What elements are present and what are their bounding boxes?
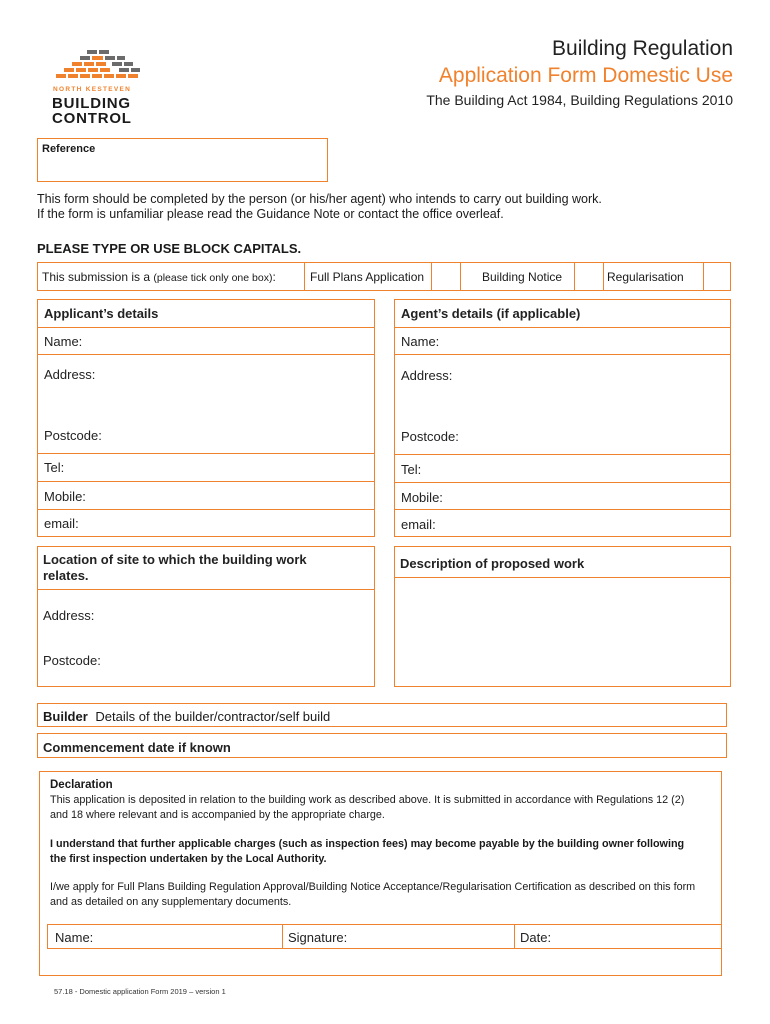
site-location-heading-line-1: Location of site to which the building work [43,552,307,567]
declaration-p3-line-1: I/we apply for Full Plans Building Regulation Approval/Building Notice Acceptance/Regularisation Certification as described on this form [50,881,696,893]
agent-details-heading: Agent’s details (if applicable) [401,306,581,321]
declaration-panel [39,771,722,976]
reference-box[interactable] [37,138,328,182]
site-address-field[interactable]: Address: [43,608,95,623]
agent-name-field[interactable]: Name: [401,334,440,349]
declaration-name-field[interactable]: Name: [55,930,94,945]
description-panel [394,546,731,687]
intro-line-2: If the form is unfamiliar please read the Guidance Note or contact the office overleaf. [37,207,504,221]
footer-version: 57.18 - Domestic application Form 2019 – version 1 [54,987,226,996]
logo-building-text: BUILDING [52,95,131,112]
brick-roof-graphic [50,46,145,86]
agent-tel-field[interactable]: Tel: [401,462,422,477]
declaration-p2-line-2: the first inspection undertaken by the Local Authority. [50,853,327,865]
submission-colon: : [272,270,276,284]
declaration-date-field[interactable]: Date: [520,930,552,945]
applicant-email-field[interactable]: email: [44,516,79,531]
applicant-postcode-field[interactable]: Postcode: [44,428,102,443]
logo-control-text: CONTROL [52,110,132,127]
agent-mobile-field[interactable]: Mobile: [401,490,443,505]
agent-address-field[interactable]: Address: [401,368,453,383]
site-postcode-field[interactable]: Postcode: [43,653,101,668]
builder-label [43,709,330,724]
agent-postcode-field[interactable]: Postcode: [401,429,459,444]
legislation-text: The Building Act 1984, Building Regulations 2010 [426,92,733,108]
site-location-panel [37,546,375,687]
intro-line-1: This form should be completed by the person (or his/her agent) who intends to carry out building work. [37,192,602,206]
applicant-address-field[interactable]: Address: [44,367,96,382]
option-regularisation-label: Regularisation [607,270,684,284]
declaration-heading: Declaration [50,779,113,791]
submission-type-row [37,262,731,291]
form-title: Building Regulation [552,37,733,60]
submission-lead-text: This submission is a [42,270,151,284]
builder-description: Details of the builder/contractor/self build [95,709,331,724]
description-field[interactable] [395,578,730,686]
declaration-p1-line-1: This application is deposited in relation to the building work as described above. It is submitted in accordance with Regulations 12 (2) [50,794,685,806]
applicant-tel-field[interactable]: Tel: [44,460,65,475]
applicant-name-field[interactable]: Name: [44,334,83,349]
builder-heading: Builder [43,709,88,724]
description-heading: Description of proposed work [400,556,585,571]
submission-lead [42,270,276,284]
site-location-heading-line-2: relates. [43,568,89,583]
submission-hint: (please tick only one box) [153,272,273,284]
logo [50,46,145,128]
declaration-signature-field[interactable]: Signature: [288,930,348,945]
full-plans-checkbox[interactable] [431,262,461,291]
agent-details-panel [394,299,731,537]
applicant-details-heading: Applicant’s details [44,306,159,321]
building-notice-checkbox[interactable] [574,262,604,291]
declaration-p1-line-2: and 18 where relevant and is accompanied by the appropriate charge. [50,809,385,821]
builder-row[interactable] [37,703,727,727]
commencement-date-label: Commencement date if known [43,740,231,755]
applicant-mobile-field[interactable]: Mobile: [44,489,86,504]
reference-label: Reference [42,143,96,155]
block-capitals-instruction: PLEASE TYPE OR USE BLOCK CAPITALS. [37,241,302,256]
agent-email-field[interactable]: email: [401,517,436,532]
form-subtitle: Application Form Domestic Use [438,64,733,87]
commencement-date-row[interactable] [37,733,727,758]
declaration-sign-row [47,924,722,949]
declaration-p2-line-1: I understand that further applicable charges (such as inspection fees) may become payable by the building owner following [50,838,685,850]
regularisation-checkbox[interactable] [703,262,731,291]
applicant-details-panel [37,299,375,537]
declaration-p3-line-2: and as detailed on any supplementary documents. [50,896,292,908]
logo-org-name: NORTH KESTEVEN [53,86,132,93]
option-full-plans-label: Full Plans Application [310,270,425,284]
option-building-notice-label: Building Notice [482,270,563,284]
